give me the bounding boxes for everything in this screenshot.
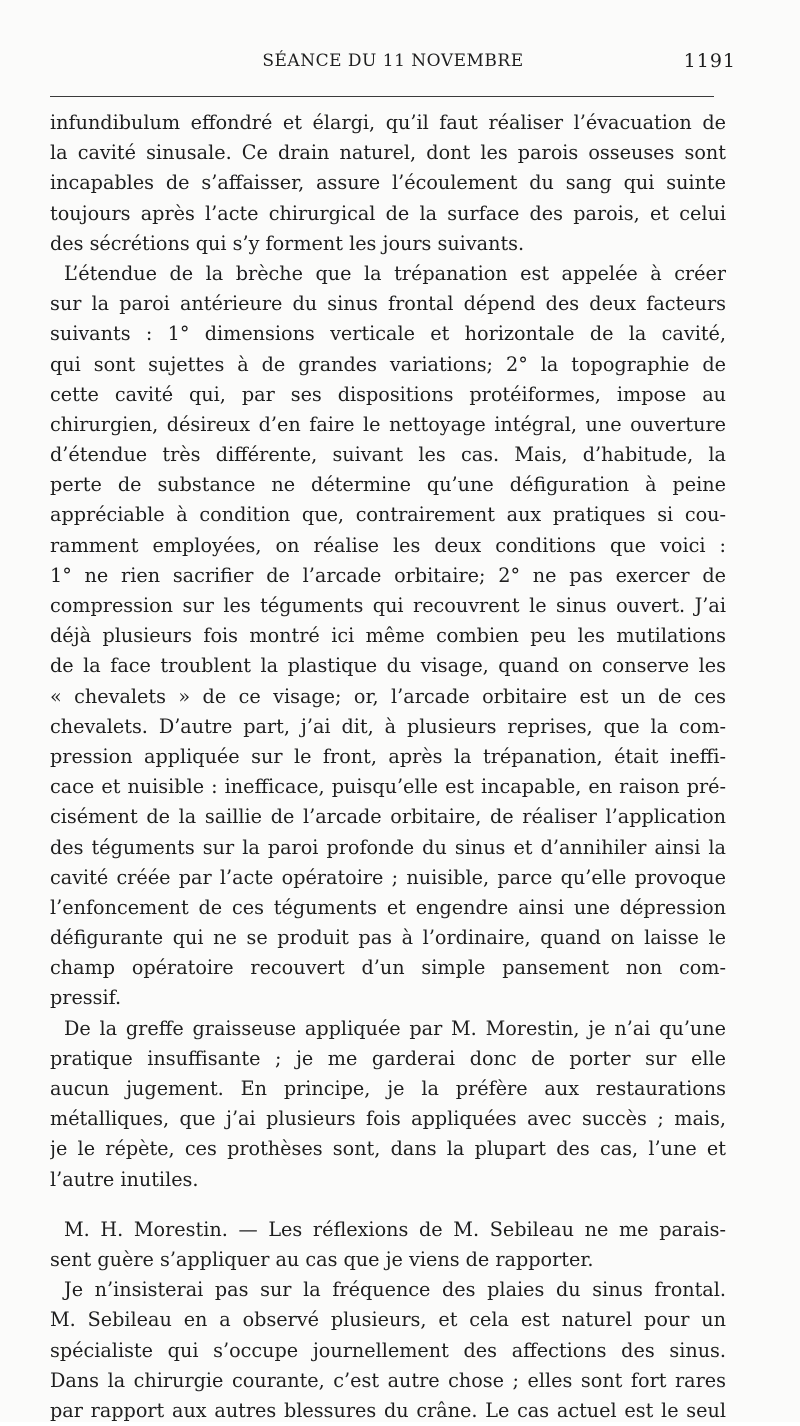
text-line: l’autre inutiles.: [50, 1167, 199, 1191]
text-line: infundibulum effondré et élargi, qu’il faut réaliser l’évacuation de: [50, 111, 726, 134]
text-line: spécialiste qui s’occupe journellement des affections des sinus.: [50, 1338, 726, 1362]
paragraph: [50, 259, 726, 1014]
section-gap: [50, 1195, 726, 1215]
text-line: qui sont sujettes à de grandes variations; 2° la topographie de: [50, 352, 726, 376]
text-line: l’enfoncement de ces téguments et engendre ainsi une dépression: [50, 895, 726, 919]
page-number: 1191: [683, 50, 736, 72]
header-rule: [50, 96, 714, 97]
text-line: chevalets. D’autre part, j’ai dit, à plusieurs reprises, que la com-: [50, 714, 726, 738]
text-line: défigurante qui ne se produit pas à l’ordinaire, quand on laisse le: [50, 926, 726, 950]
paragraph: [50, 1275, 726, 1426]
paragraph: [50, 1014, 726, 1195]
header-title: SÉANCE DU 11 NOVEMBRE: [262, 51, 524, 71]
text-line: d’étendue très différente, suivant les cas. Mais, d’habitude, la: [50, 443, 726, 467]
text-line: de la face troublent la plastique du visage, quand on conserve les: [50, 654, 726, 678]
text-line: Je n’insisterai pas sur la fréquence des plaies du sinus frontal.: [64, 1278, 726, 1302]
text-line: cavité créée par l’acte opératoire ; nuisible, parce qu’elle provoque: [50, 865, 726, 889]
text-line: ramment employées, on réalise les deux conditions que voici :: [50, 533, 726, 557]
text-line: 1° ne rien sacrifier de l’arcade orbitaire; 2° ne pas exercer de: [50, 563, 726, 587]
text-line: incapables de s’affaisser, assure l’écoulement du sang qui suinte: [50, 171, 726, 195]
text-line: De la greffe graisseuse appliquée par M. Morestin, je n’ai qu’une: [64, 1016, 726, 1040]
text-line: L’étendue de la brèche que la trépanation est appelée à créer: [64, 261, 726, 285]
body-text: [50, 108, 726, 1426]
text-line: métalliques, que j’ai plusieurs fois appliquées avec succès ; mais,: [50, 1107, 726, 1131]
text-line: des téguments sur la paroi profonde du sinus et d’annihiler ainsi la: [50, 835, 726, 859]
text-line: des sécrétions qui s’y forment les jours suivants.: [50, 231, 525, 255]
text-line: sur la paroi antérieure du sinus frontal dépend des deux facteurs: [50, 292, 726, 316]
text-line: compression sur les téguments qui recouvrent le sinus ouvert. J’ai: [50, 594, 726, 617]
text-line: cace et nuisible : inefficace, puisqu’elle est incapable, en raison pré-: [50, 775, 726, 799]
text-line: cette cavité qui, par ses dispositions protéiformes, impose au: [50, 382, 726, 406]
text-line: champ opératoire recouvert d’un simple pansement non com-: [50, 956, 726, 980]
text-line: appréciable à condition que, contrairement aux pratiques si cou-: [50, 503, 726, 527]
text-line: je le répète, ces prothèses sont, dans la plupart des cas, l’une et: [50, 1137, 726, 1161]
text-line: toujours après l’acte chirurgical de la surface des parois, et celui: [50, 201, 726, 225]
text-line: « chevalets » de ce visage; or, l’arcade orbitaire est un de ces: [50, 684, 726, 708]
text-line: la cavité sinusale. Ce drain naturel, dont les parois osseuses sont: [50, 141, 726, 165]
text-line: par rapport aux autres blessures du crâne. Le cas actuel est le seul: [50, 1398, 726, 1422]
text-line: aucun jugement. En principe, je la préfère aux restaurations: [50, 1077, 726, 1100]
paragraph: [50, 1215, 726, 1275]
text-line: Dans la chirurgie courante, c’est autre chose ; elles sont fort rares: [50, 1368, 726, 1392]
text-line: sent guère s’appliquer au cas que je viens de rapporter.: [50, 1247, 594, 1271]
text-line: suivants : 1° dimensions verticale et horizontale de la cavité,: [50, 322, 726, 346]
text-line: pressif.: [50, 986, 122, 1010]
running-header: [50, 50, 736, 86]
text-line: perte de substance ne détermine qu’une défiguration à peine: [50, 473, 726, 497]
text-line: pratique insuffisante ; je me garderai donc de porter sur elle: [50, 1046, 726, 1070]
text-line: M. H. Morestin. — Les réflexions de M. Sebileau ne me parais-: [64, 1217, 726, 1241]
text-line: chirurgien, désireux d’en faire le nettoyage intégral, une ouverture: [50, 412, 726, 436]
paragraph: [50, 108, 726, 259]
text-line: pression appliquée sur le front, après la trépanation, était ineffi-: [50, 744, 726, 768]
text-line: cisément de la saillie de l’arcade orbitaire, de réaliser l’application: [50, 805, 726, 829]
text-line: M. Sebileau en a observé plusieurs, et cela est naturel pour un: [50, 1308, 726, 1332]
text-line: déjà plusieurs fois montré ici même combien peu les mutilations: [50, 624, 726, 648]
